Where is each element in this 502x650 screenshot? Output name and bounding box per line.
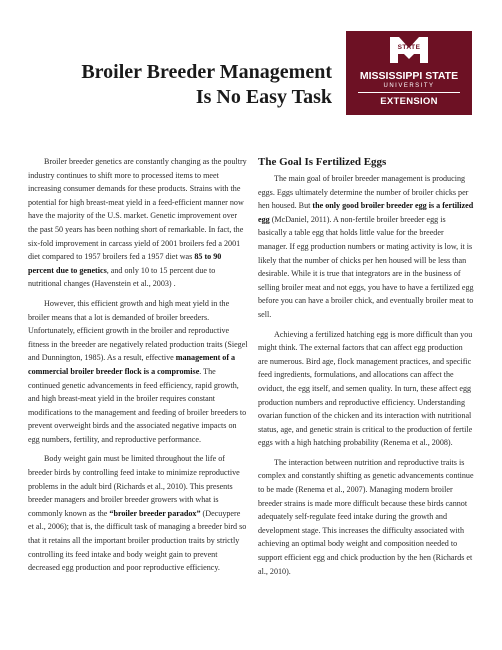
emphasis: management of a commercial broiler breeder flock is a compromise [28, 353, 236, 376]
paragraph: Broiler breeder genetics are constantly changing as the poultry industry continues to shift more to processed items to meet increasing consumer demands for these products. Strains with the potential for high breast-meat yield in a feed-efficient manner now have the majority of the U.S. market. Genetic improvement over the past 50 years has been nothing short of remarkable. In fact, the six-fold improvement in carcass yield of 2001 broilers fed a 2001 diet compared to 1957 broilers fed a 1957 diet was 85 to 90 percent due to genetics, and only 10 to 15 percent due to nutritional changes (Havenstein et al., 2003) . [28, 157, 247, 289]
paragraph: Achieving a fertilized hatching egg is more difficult than you might think. The external factors that can affect egg production are numerous. Bird age, flock management practices, and specific feed ingredients, formulations, and allocations can affect the oviduct, the egg itself, and semen quality. In turn, these affect egg production numbers and reproductive efficiency. Understanding ovarian function of the chicken and its interaction with nutritional status, age, and genetic strain is critical to the production of fertile eggs with a high hatching probability (Renema et al., 2008). [258, 329, 473, 448]
msu-extension-logo [346, 31, 472, 115]
paragraph: The main goal of broiler breeder management is producing eggs. Eggs ultimately determine the number of broiler chicks per hen housed. But the only good broiler breeder egg is a fertilized egg (McDaniel, 2011). A non-fertile broiler breeder egg is basically a table egg that holds little value for the breeder manager. If egg production numbers or mating activity is low, it is likely that the number of chicks per hen housed will be less than desirable. While it is true that integrators are in the business of selling broiler meat and not eggs, you have to have a fertilized egg before you can have a broiler chick, and eventually broiler meat to sell. [258, 174, 474, 319]
title-line-1: Broiler Breeder Management [81, 61, 332, 83]
logo-university-name: MISSISSIPPI STATE [359, 70, 459, 82]
right-column [258, 155, 474, 584]
document-title [20, 60, 332, 110]
paragraph: The interaction between nutrition and reproductive traits is complex and constantly shifting as genetic advancements continue to be made (Renema et al., 2007). Managing modern broiler breeder strains is made more difficult because these birds cannot adequately self-regulate feed intake during the growth and development stage. This increases the difficulty associated with achieving an optimal body weight and composition needed to support efficient egg and chick production by the hen (Richards et al., 2010). [258, 457, 474, 576]
logo-university-label: UNIVERSITY [383, 83, 435, 89]
section-heading: The Goal Is Fertilized Eggs [258, 156, 387, 168]
emphasis: 85 to 90 percent due to genetics [28, 252, 222, 275]
paragraph: However, this efficient growth and high meat yield in the broiler means that a lot is demanded of broiler breeders. Unfortunately, efficient growth in the broiler and reproductive fitness in the breeder are negatively related production traits (Siegel and Dunnington, 1985). As a result, effective management of a commercial broiler breeder flock is a compromise. The continued genetic advancements in feed efficiency, rapid growth, and high breast-meat yield in the broiler requires constant modifications to the management and feeding of broiler breeders to prevent overweight birds and the associated negative impacts on egg numbers, fertility, and reproductive performance. [28, 298, 248, 444]
logo-divider [358, 92, 460, 93]
logo-extension-label: EXTENSION [380, 96, 438, 107]
paragraph: Body weight gain must be limited throughout the life of breeder birds by controlling feed intake to minimize reproductive problems in the adult bird (Richards et al., 2010). This presents breeder managers and broiler breeder growers with what is commonly known as the “broiler breeder paradox” (Decuypere et al., 2006); that is, the difficult task of managing a breeder bird so that it retains all the important broiler production traits by strictly controlling its feed intake and body weight gain to prevent decreased egg production and poor reproductive efficiency. [28, 454, 247, 573]
emphasis: the only good broiler breeder egg is a fertilized egg [258, 201, 474, 224]
title-line-2: Is No Easy Task [195, 86, 332, 108]
emphasis: “broiler breeder paradox” [109, 508, 201, 518]
left-column [28, 155, 248, 581]
logo-state-word: STATE [397, 44, 421, 51]
